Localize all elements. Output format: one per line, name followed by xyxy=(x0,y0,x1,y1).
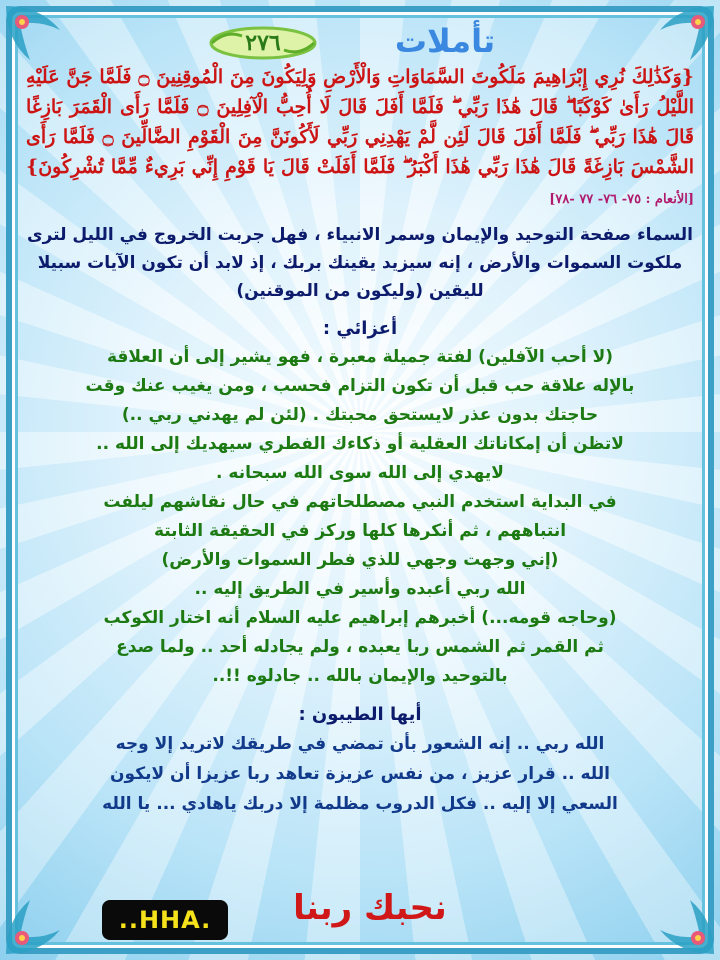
body-line: بالتوحيد والإيمان بالله .. جادلوه !!.. xyxy=(212,666,508,686)
body-line: لاتظن أن إمكاناتك العقلية أو ذكاءك الفطري سيهديك إلى الله .. xyxy=(96,434,624,454)
body-line: السعي إلا إليه .. فكل الدروب مظلمة إلا دربك ياهادي ... يا الله xyxy=(102,794,618,814)
page-title: تأملات xyxy=(394,22,496,60)
closing-phrase: نحبك ربنا xyxy=(293,888,447,928)
body-line: انتباههم ، ثم أنكرها كلها وركز في الحقيقة الثابتة xyxy=(153,521,567,541)
section-heading: أعزائي : xyxy=(322,318,398,339)
body-line: الله .. قرار عزيز ، من نفس عزيزة تعاهد ربا عزيزا أن لايكون xyxy=(110,764,610,784)
section-heading: أيها الطيبون : xyxy=(298,704,422,725)
body-line: لايهدي إلى الله سوى الله سبحانه . xyxy=(216,463,504,483)
section2-body xyxy=(26,729,694,819)
intro-paragraph: السماء صفحة التوحيد والإيمان وسمر الانبياء ، فهل جربت الخروج في الليل لترى ملكوت السموات والأرض ، إنه سيزيد يقينك بربك ، إذ لابد أن تكون الآيات سبيلا لليقين (وليكون من الموقنين) xyxy=(27,225,693,301)
body-line: في البداية استخدم النبي مصطلحاتهم في حال نقاشهم ليلفت xyxy=(103,492,617,512)
page-number: ٢٧٦ xyxy=(245,30,281,56)
section1-body xyxy=(26,343,694,691)
page-number-badge xyxy=(208,26,318,60)
signature-badge: ..HHA. xyxy=(102,900,228,940)
body-line: الله ربي .. إنه الشعور بأن تمضي في طريقك لاتريد إلا وجه xyxy=(115,734,605,754)
header xyxy=(0,18,720,68)
body-line: ثم القمر ثم الشمس ربا يعبده ، ولم يجادله أحد .. ولما صدع xyxy=(116,637,604,657)
body-line: حاجتك بدون عذر لايستحق محبتك . (لئن لم يهدني ربي ..) xyxy=(121,405,599,425)
body-line: (لا أحب الآفلين) لفتة جميلة معبرة ، فهو يشير إلى أن العلاقة xyxy=(106,347,614,367)
body-line: الله ربي أعبده وأسير في الطريق إليه .. xyxy=(194,579,526,599)
corner-ornament-icon xyxy=(650,890,720,960)
body-line: (إني وجهت وجهي للذي فطر السموات والأرض) xyxy=(161,550,559,570)
body-line: (وحاجه قومه...) أخبرهم إبراهيم عليه السلام أنه اختار الكوكب xyxy=(103,608,617,628)
quran-verse xyxy=(26,62,694,215)
verse-reference: [الأنعام : ٧٥- ٧٦- ٧٧ -٧٨] xyxy=(549,192,694,207)
verse-text: {وَكَذَٰلِكَ نُرِي إِبْرَاهِيمَ مَلَكُوتَ السَّمَاوَاتِ وَالْأَرْضِ وَلِيَكُونَ مِنَ الْمُوقِنِينَ ۝ فَلَمَّا جَنَّ عَلَيْهِ اللَّيْلُ رَأَىٰ كَوْكَبًا ۖ قَالَ هَٰذَا رَبِّي ۖ فَلَمَّا أَفَلَ قَالَ لَا أُحِبُّ الْآفِلِينَ ۝ فَلَمَّا رَأَى الْقَمَرَ بَازِغًا قَالَ هَٰذَا رَبِّي ۖ فَلَمَّا أَفَلَ قَالَ لَئِن لَّمْ يَهْدِنِي رَبِّي لَأَكُونَنَّ مِنَ الْقَوْمِ الضَّالِّينَ ۝ فَلَمَّا رَأَى الشَّمْسَ بَازِغَةً قَالَ هَٰذَا رَبِّي هَٰذَا أَكْبَرُ ۖ فَلَمَّا أَفَلَتْ قَالَ يَا قَوْمِ إِنِّي بَرِيءٌ مِّمَّا تُشْرِكُونَ} xyxy=(26,66,695,178)
body-line: بالإله علاقة حب قبل أن تكون التزام فحسب ، ومن يغيب عنك وقت xyxy=(85,376,635,396)
main-content xyxy=(26,62,694,819)
corner-ornament-icon xyxy=(0,890,70,960)
